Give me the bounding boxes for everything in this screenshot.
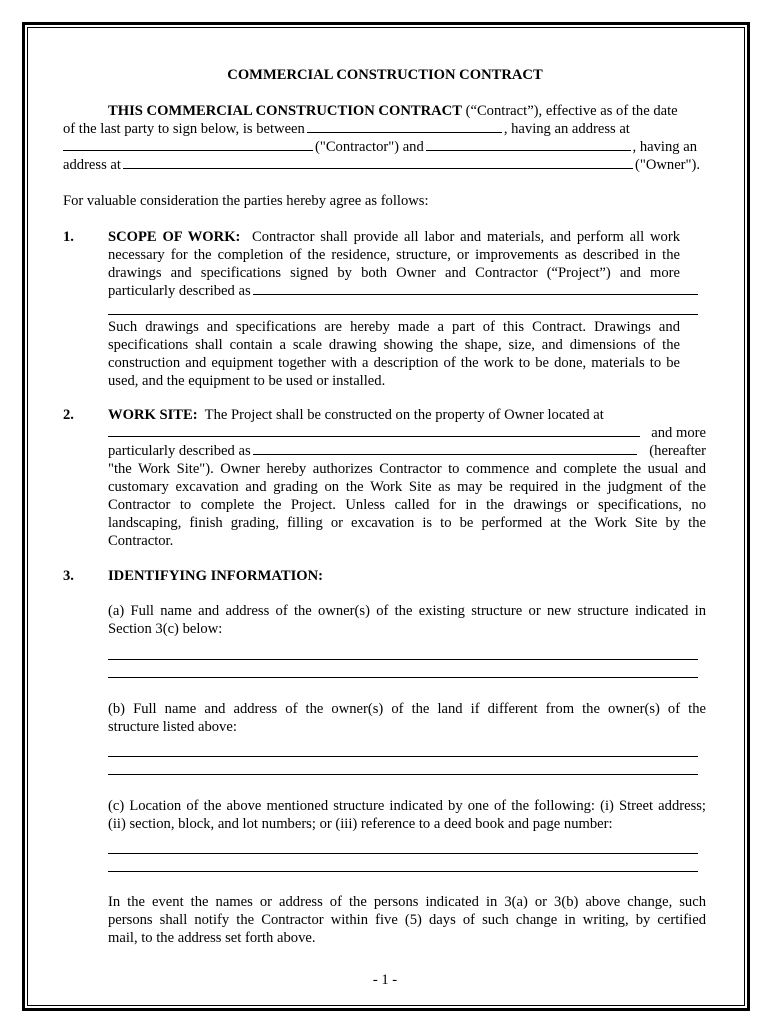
section3b-line-2: structure listed above: (108, 719, 237, 735)
intro-line-2 (63, 120, 649, 138)
owner-structure-field-2[interactable] (108, 677, 698, 678)
contractor-address-field[interactable] (63, 138, 313, 151)
section3-notice-line-2: persons shall notify the Contractor within five (5) days of such change in writing, by certified (108, 912, 706, 928)
intro-line2-text-b: , having an address at (503, 121, 630, 137)
consideration-text: For valuable consideration the parties hereby agree as follows: (63, 193, 429, 209)
section2-line-7: landscaping, finish grading, filling or excavation is to be performed at the Work Site by the (108, 515, 706, 531)
intro-line-3 (63, 138, 697, 156)
section1-heading: SCOPE OF WORK: (108, 229, 241, 245)
section2-line-6: Contractor to complete the Project. Unless called for in the drawings or specifications, no (108, 497, 706, 513)
contractor-name-field[interactable] (307, 120, 502, 133)
section2-number: 2. (63, 407, 74, 423)
work-site-description-field[interactable] (253, 442, 638, 455)
section2-text-3a: particularly described as (108, 443, 251, 459)
structure-location-field-1[interactable] (108, 853, 698, 854)
section3-notice-line-1: In the event the names or address of the persons indicated in 3(a) or 3(b) above change, such (108, 894, 706, 910)
intro-line1-rest: (“Contract”), effective as of the date (461, 103, 678, 119)
intro-line-1 (108, 102, 700, 120)
section1-number: 1. (63, 229, 74, 245)
section1-line-1 (108, 228, 680, 246)
intro-line-4 (63, 156, 700, 174)
project-description-field[interactable] (253, 282, 698, 295)
section1-p2-line-4: used, and the equipment to be used or installed. (108, 373, 386, 389)
owner-land-field-2[interactable] (108, 774, 698, 775)
work-site-location-field[interactable] (108, 424, 640, 437)
section2-text-2: and more (651, 425, 706, 441)
section2-line-4: "the Work Site"). Owner hereby authorizes Contractor to commence and complete the usual and (108, 461, 706, 477)
intro-line3-text-b: , having an (632, 139, 697, 155)
section2-line-5: customary excavation and grading on the Work Site as may be required in the judgment of the (108, 479, 706, 495)
intro-line4-text-a: address at (63, 157, 121, 173)
section2-text-1: The Project shall be constructed on the property of Owner located at (204, 407, 604, 423)
owner-name-field[interactable] (426, 138, 631, 151)
section1-text-1: Contractor shall provide all labor and materials, and perform all work (252, 229, 681, 245)
intro-line4-text-b: ("Owner"). (635, 157, 700, 173)
section1-p2-line-2: specifications shall contain a scale drawing showing the shape, size, and dimensions of the (108, 337, 680, 353)
section3-number: 3. (63, 568, 74, 584)
section1-line-3: drawings and specifications signed by both Owner and Contractor (“Project”) and more (108, 265, 680, 281)
owner-address-field[interactable] (123, 156, 633, 169)
section2-line-8: Contractor. (108, 533, 174, 549)
section2-line-2 (108, 424, 706, 442)
section2-heading: WORK SITE: (108, 407, 198, 423)
section2-line-3 (108, 442, 706, 460)
section3b-line-1: (b) Full name and address of the owner(s) of the land if different from the owner(s) of the (108, 701, 706, 717)
document-title: COMMERCIAL CONSTRUCTION CONTRACT (227, 67, 543, 83)
section3a-line-1: (a) Full name and address of the owner(s) of the existing structure or new structure indicated in (108, 603, 706, 619)
structure-location-field-2[interactable] (108, 871, 698, 872)
page-number: - 1 - (372, 972, 398, 988)
section3c-line-2: (ii) section, block, and lot numbers; or (iii) reference to a deed book and page number: (108, 816, 613, 832)
section1-text-4: particularly described as (108, 283, 251, 299)
section1-p2-line-1: Such drawings and specifications are hereby made a part of this Contract. Drawings and (108, 319, 680, 335)
section3-heading: IDENTIFYING INFORMATION: (108, 568, 323, 584)
section3-notice-line-3: mail, to the address set forth above. (108, 930, 316, 946)
intro-bold-lead: THIS COMMERCIAL CONSTRUCTION CONTRACT (108, 103, 462, 119)
project-description-field-2[interactable] (108, 314, 698, 315)
intro-line2-text-a: of the last party to sign below, is between (63, 121, 305, 137)
section3c-line-1: (c) Location of the above mentioned structure indicated by one of the following: (i) Street address; (108, 798, 706, 814)
section1-p2-line-3: construction and equipment together with a description of the work to be done, materials to be (108, 355, 680, 371)
section1-line-4 (108, 282, 698, 300)
owner-structure-field-1[interactable] (108, 659, 698, 660)
intro-line3-text-a: ("Contractor") and (315, 139, 424, 155)
section3a-line-2: Section 3(c) below: (108, 621, 223, 637)
section2-text-3b: (hereafter (649, 443, 706, 459)
owner-land-field-1[interactable] (108, 756, 698, 757)
section1-line-2: necessary for the completion of the residence, structure, or improvements as described in the (108, 247, 680, 263)
section2-line-1 (108, 406, 604, 424)
